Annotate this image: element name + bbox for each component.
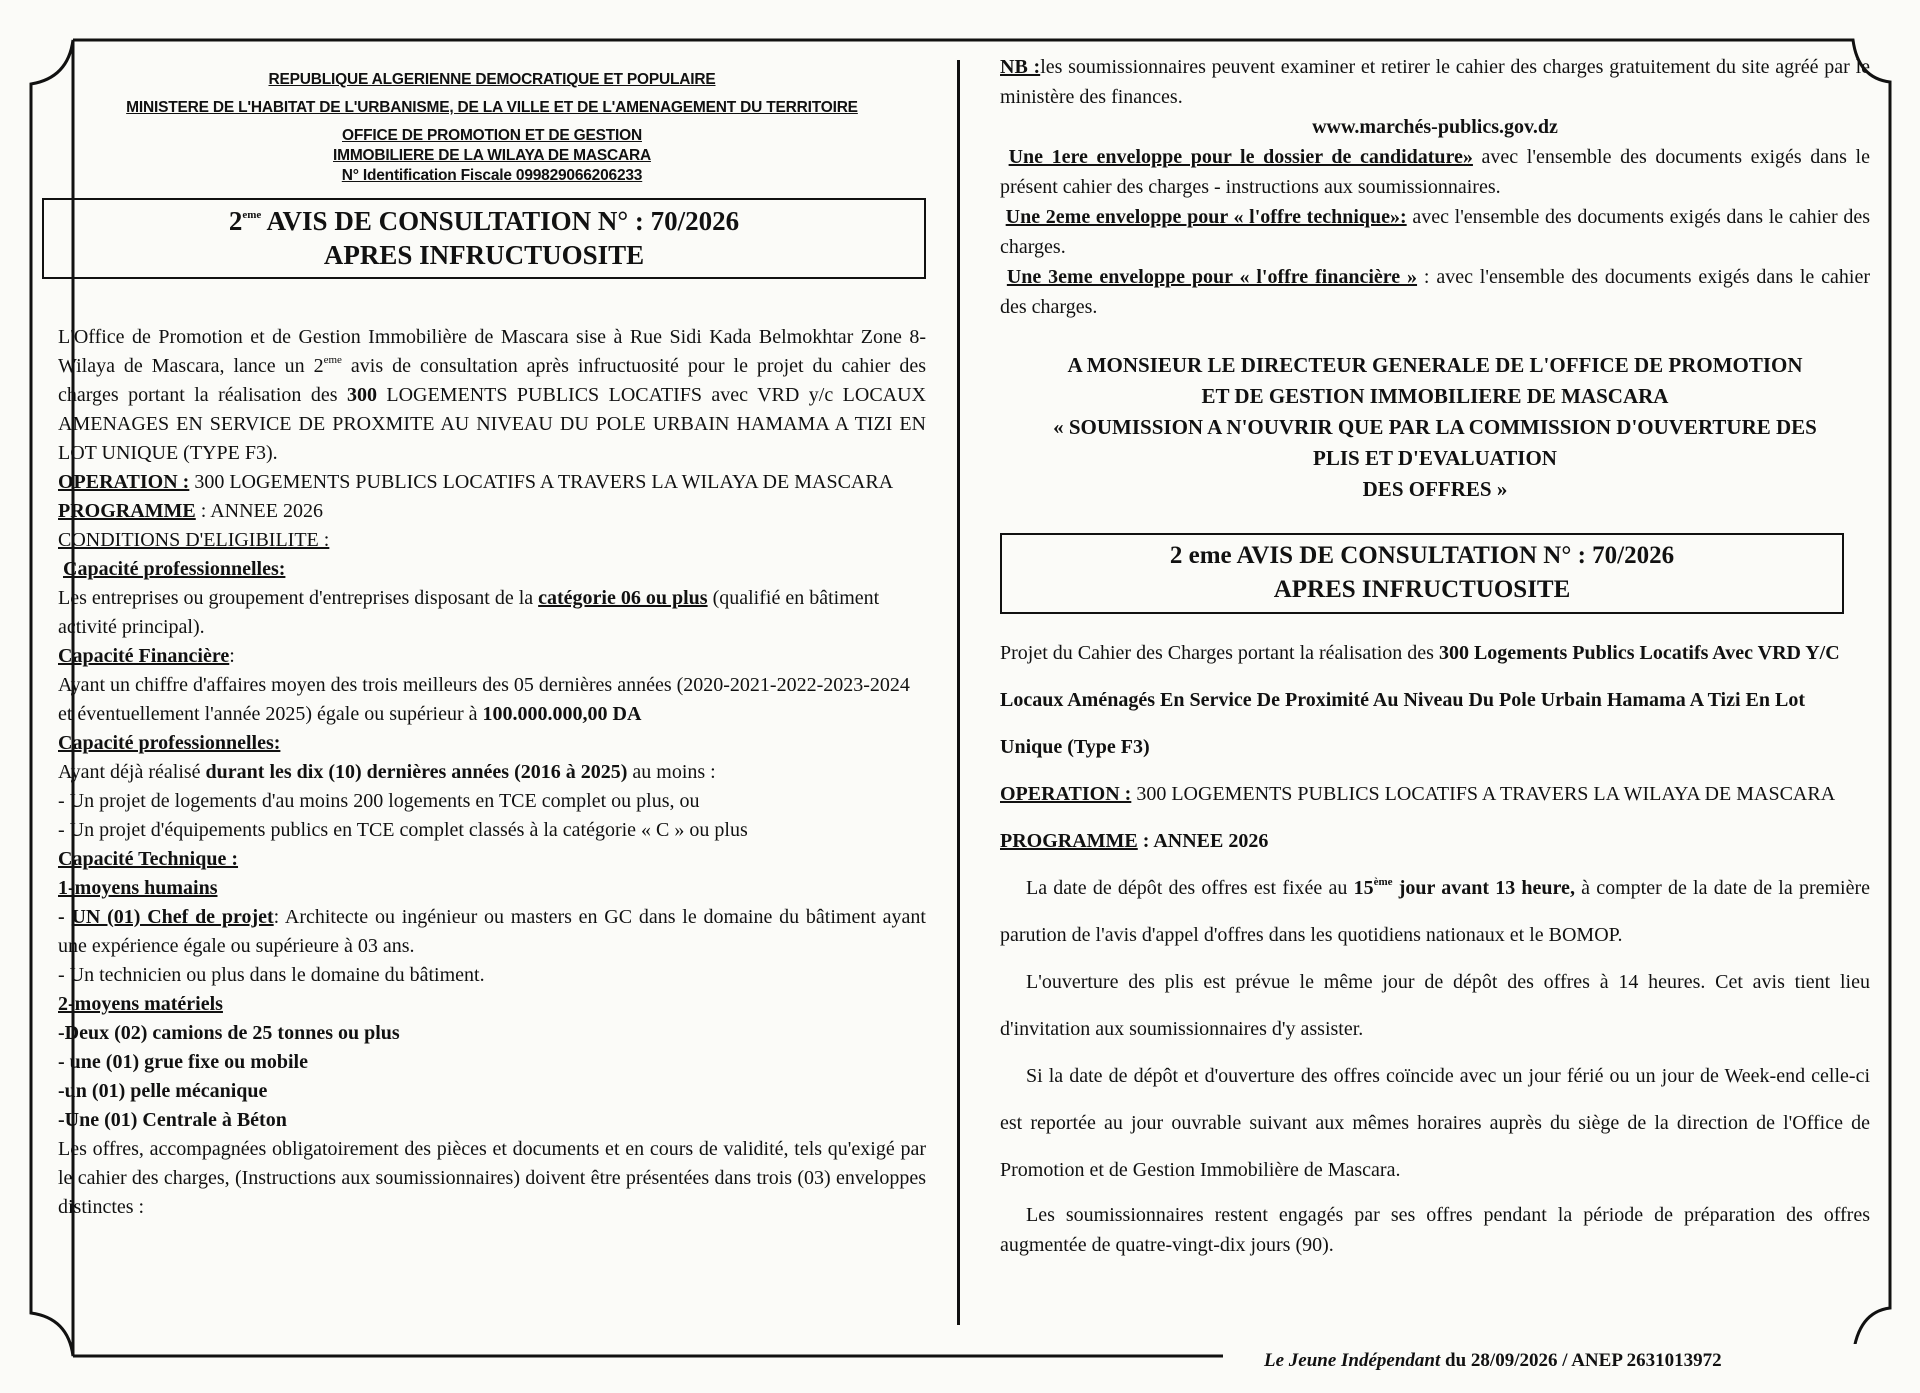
cap-pro2-heading: Capacité professionnelles: xyxy=(58,732,281,754)
depot-paragraph: La date de dépôt des offres est fixée au 15ème jour avant 13 heure, à compter de la date de la première parution de l'avis d'appel d'offres dans les quotidiens nationaux et le BOMOP. xyxy=(1000,876,1871,946)
operation-left: OPERATION : 300 LOGEMENTS PUBLICS LOCATIFS A TRAVERS LA WILAYA DE MASCARA xyxy=(58,471,894,493)
cap-pro2-bullet-2: - Un projet d'équipements publics en TCE complet classés à la catégorie « C » ou plus xyxy=(58,819,748,841)
cap-tech-heading: Capacité Technique : xyxy=(58,848,239,870)
address-block xyxy=(1000,350,1870,505)
cap-pro2-bullet-1: - Un projet de logements d'au moins 200 logements en TCE complet ou plus, ou xyxy=(58,790,700,812)
header-republic: REPUBLIQUE ALGERIENNE DEMOCRATIQUE ET POPULAIRE xyxy=(268,71,716,88)
technicien: - Un technicien ou plus dans le domaine du bâtiment. xyxy=(58,964,485,986)
materiel-1: -Deux (02) camions de 25 tonnes ou plus xyxy=(58,1022,400,1044)
conditions-heading: CONDITIONS D'ELIGIBILITE : xyxy=(58,529,330,551)
cap-pro-text: Les entreprises ou groupement d'entreprises disposant de la catégorie 06 ou plus (qualifié en bâtiment activité principal). xyxy=(58,587,880,638)
moyens-materiels-heading: 2-moyens matériels xyxy=(58,993,223,1015)
envelope-1: Une 1ere enveloppe pour le dossier de candidature» avec l'ensemble des documents exigés dans le présent cahier des charges - instructions aux soumissionnaires. xyxy=(1000,146,1870,198)
header-block xyxy=(58,70,926,186)
footer-rest: du 28/09/2026 / ANEP 2631013972 xyxy=(1440,1350,1722,1371)
envelope-2: Une 2eme enveloppe pour « l'offre technique»: avec l'ensemble des documents exigés dans le cahier des charges. xyxy=(1000,206,1870,258)
engages-paragraph: Les soumissionnaires restent engagés par ses offres pendant la période de préparation des offres augmentée de quatre-vingt-dix jours (90). xyxy=(1000,1204,1870,1256)
website-link[interactable]: www.marchés-publics.gov.dz xyxy=(1312,116,1558,138)
title-box-right xyxy=(1000,533,1844,614)
cap-pro2-text: Ayant déjà réalisé durant les dix (10) dernières années (2016 à 2025) au moins : xyxy=(58,761,716,783)
offres-paragraph: Les offres, accompagnées obligatoirement des pièces et documents et en cours de validité, tels qu'exigé par le cahier des charges, (Instructions aux soumissionnaires) doivent être présentées dans trois (03) enveloppes distinctes : xyxy=(58,1138,926,1218)
materiel-4: -Une (01) Centrale à Béton xyxy=(58,1109,287,1131)
intro-paragraph: L'Office de Promotion et de Gestion Immobilière de Mascara sise à Rue Sidi Kada Belmokhtar Zone 8- Wilaya de Mascara, lance un 2eme avis de consultation après infructuosité pour le projet du cahier des charges portant la réalisation des 300 LOGEMENTS PUBLICS LOCATIFS avec VRD y/c LOCAUX AMENAGES EN SERVICE DE PROXMITE AU NIVEAU DU POLE URBAIN HAMAMA A TIZI EN LOT UNIQUE (TYPE F3). xyxy=(58,326,927,464)
cap-pro-heading: Capacité professionnelles: xyxy=(63,558,286,580)
envelope-3: Une 3eme enveloppe pour « l'offre financière » : avec l'ensemble des documents exigés dans le cahier des charges. xyxy=(1000,266,1870,318)
footer-paper: Le Jeune Indépendant xyxy=(1264,1350,1441,1371)
projet-paragraph: Projet du Cahier des Charges portant la réalisation des 300 Logements Publics Locatifs Avec VRD Y/C Locaux Aménagés En Service De Proximité Au Niveau Du Pole Urbain Hamama A Tizi En Lot Unique (Type F3) xyxy=(1000,642,1840,758)
address-line-4: PLIS ET D'EVALUATION xyxy=(1313,446,1557,470)
title-right-line2: APRES INFRUCTUOSITE xyxy=(1273,576,1571,603)
operation-right: OPERATION : 300 LOGEMENTS PUBLICS LOCATIFS A TRAVERS LA WILAYA DE MASCARA xyxy=(1000,783,1836,805)
materiel-2: - une (01) grue fixe ou mobile xyxy=(58,1051,308,1073)
header-fiscal-id: N° Identification Fiscale 099829066206233 xyxy=(341,167,643,184)
title-right-line1: 2 eme AVIS DE CONSULTATION N° : 70/2026 xyxy=(1169,542,1675,569)
right-column xyxy=(1000,52,1870,1260)
chef-projet: - UN (01) Chef de projet: Architecte ou ingénieur ou masters en GC dans le domaine du bâtiment ayant une expérience égale ou supérieure à 03 ans. xyxy=(58,906,926,957)
column-divider xyxy=(957,60,960,1325)
header-ministry: MINISTERE DE L'HABITAT DE L'URBANISME, DE LA VILLE ET DE L'AMENAGEMENT DU TERRITOIRE xyxy=(126,99,858,116)
address-line-3: « SOUMISSION A N'OUVRIR QUE PAR LA COMMISSION D'OUVERTURE DES xyxy=(1053,415,1817,439)
materiel-3: -un (01) pelle mécanique xyxy=(58,1080,268,1102)
cap-fin-text: Ayant un chiffre d'affaires moyen des trois meilleurs des 05 dernières années (2020-2021-2022-2023-2024 et éventuellement l'année 2025) égale ou supérieur à 100.000.000,00 DA xyxy=(58,674,910,725)
ferie-paragraph: Si la date de dépôt et d'ouverture des offres coïncide avec un jour férié ou un jour de Week-end celle-ci est reportée au jour ouvrable suivant aux mêmes horaires auprès du siège de la direction de l'Office de Promotion et de Gestion Immobilière de Mascara. xyxy=(1000,1065,1870,1181)
programme-right: PROGRAMME : ANNEE 2026 xyxy=(1000,830,1269,852)
cap-fin-heading: Capacité Financière: xyxy=(58,645,235,667)
address-line-5: DES OFFRES » xyxy=(1362,477,1508,501)
left-column xyxy=(58,70,926,1222)
programme-left: PROGRAMME : ANNEE 2026 xyxy=(58,500,323,522)
nb-paragraph: NB :les soumissionnaires peuvent examiner et retirer le cahier des charges gratuitement du site agréé par le ministère des finances. xyxy=(1000,56,1870,108)
title-left-line2: APRES INFRUCTUOSITE xyxy=(323,240,645,270)
header-office-1: OFFICE DE PROMOTION ET DE GESTION xyxy=(342,127,642,144)
address-line-2: ET DE GESTION IMMOBILIERE DE MASCARA xyxy=(1201,384,1669,408)
moyens-humains-heading: 1-moyens humains xyxy=(58,877,218,899)
ouverture-paragraph: L'ouverture des plis est prévue le même jour de dépôt des offres à 14 heures. Cet avis tient lieu d'invitation aux soumissionnaires d'y assister. xyxy=(1000,971,1870,1040)
header-office-2: IMMOBILIERE DE LA WILAYA DE MASCARA xyxy=(333,147,651,164)
title-box-left xyxy=(42,198,926,279)
address-line-1: A MONSIEUR LE DIRECTEUR GENERALE DE L'OFFICE DE PROMOTION xyxy=(1067,353,1803,377)
publication-footer xyxy=(1264,1350,1722,1372)
title-left-line1: 2eme AVIS DE CONSULTATION N° : 70/2026 xyxy=(228,206,740,236)
